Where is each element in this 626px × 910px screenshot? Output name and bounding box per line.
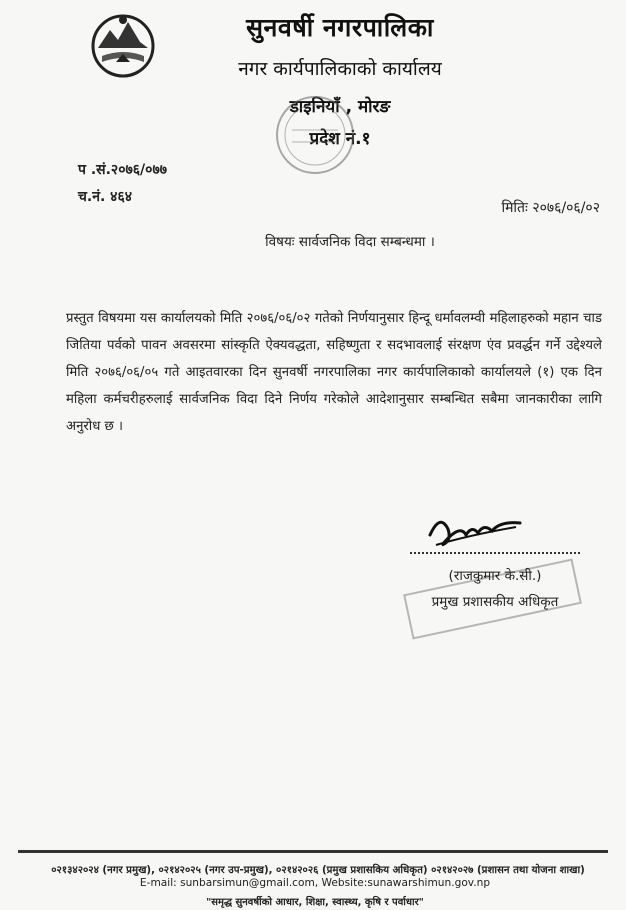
letter-body: प्रस्तुत विषयमा यस कार्यालयको मिति २०७६/०६/०२ गतेको निर्णयानुसार हिन्दू धर्मावलम्वी महिलाहरुको महान चाड जितिया पर्वको पावन अवसरमा सांस्कृति ऐक्यवद्धता, सहिष्णुता र सदभावलाई संरक्षण एंव प्रवर्द्धन गर्ने उद्देश्यले मिति २०७६/०६/०५ गते आइतवारका दिन सुनवर्षी नगरपालिका नगर कार्यपालिकाको कार्यालयले (१) एक दिन महिला कर्मचरीहरुलाई सार्वजनिक विदा दिने निर्णय गरेकोले आदेशानुसार सम्बन्धित सबैमा जानकारीका लागि अनुरोध छ । <box>66 311 602 434</box>
signature-line <box>410 552 580 554</box>
office-stamp-icon <box>270 90 360 180</box>
nepal-emblem-icon <box>88 8 158 80</box>
dispatch-number: च.नं. ४६४ <box>78 189 133 205</box>
footer-divider <box>18 850 608 853</box>
signatory-name: (राजकुमार के.सी.) <box>448 568 542 584</box>
letter-number: प .सं.२०७६/०७७ <box>78 162 167 178</box>
office-name: नगर कार्यपालिकाको कार्यालय <box>238 58 442 80</box>
province-name: प्रदेश नं.१ <box>309 129 371 149</box>
footer-slogan: "समृद्ध सुनवर्षीको आधार, शिक्षा, स्वास्थ्य, कृषि र पर्वाधार" <box>206 897 424 908</box>
footer-contact: E-mail: sunbarsimun@gmail.com, Website:sunawarshimun.gov.np <box>139 877 491 889</box>
office-location: डाइनियाँ , मोरङ <box>289 97 391 117</box>
signature-icon <box>420 505 540 555</box>
letter-subject: विषयः सार्वजनिक विदा सम्बन्धमा । <box>265 234 435 250</box>
footer-phones: ०२१३४२०२४ (नगर प्रमुख), ०२१४२०२५ (नगर उप-प्रमुख), ०२१४२०२६ (प्रमुख प्रशासकिय अधिकृत) ०२१४२०२७ (प्रशासन तथा योजना शाखा) <box>51 865 585 876</box>
letter-date: मितिः २०७६/०६/०२ <box>501 200 600 216</box>
municipality-name: सुनवर्षी नगरपालिका <box>246 13 434 42</box>
signatory-title: प्रमुख प्रशासकीय अधिकृत <box>431 594 559 610</box>
